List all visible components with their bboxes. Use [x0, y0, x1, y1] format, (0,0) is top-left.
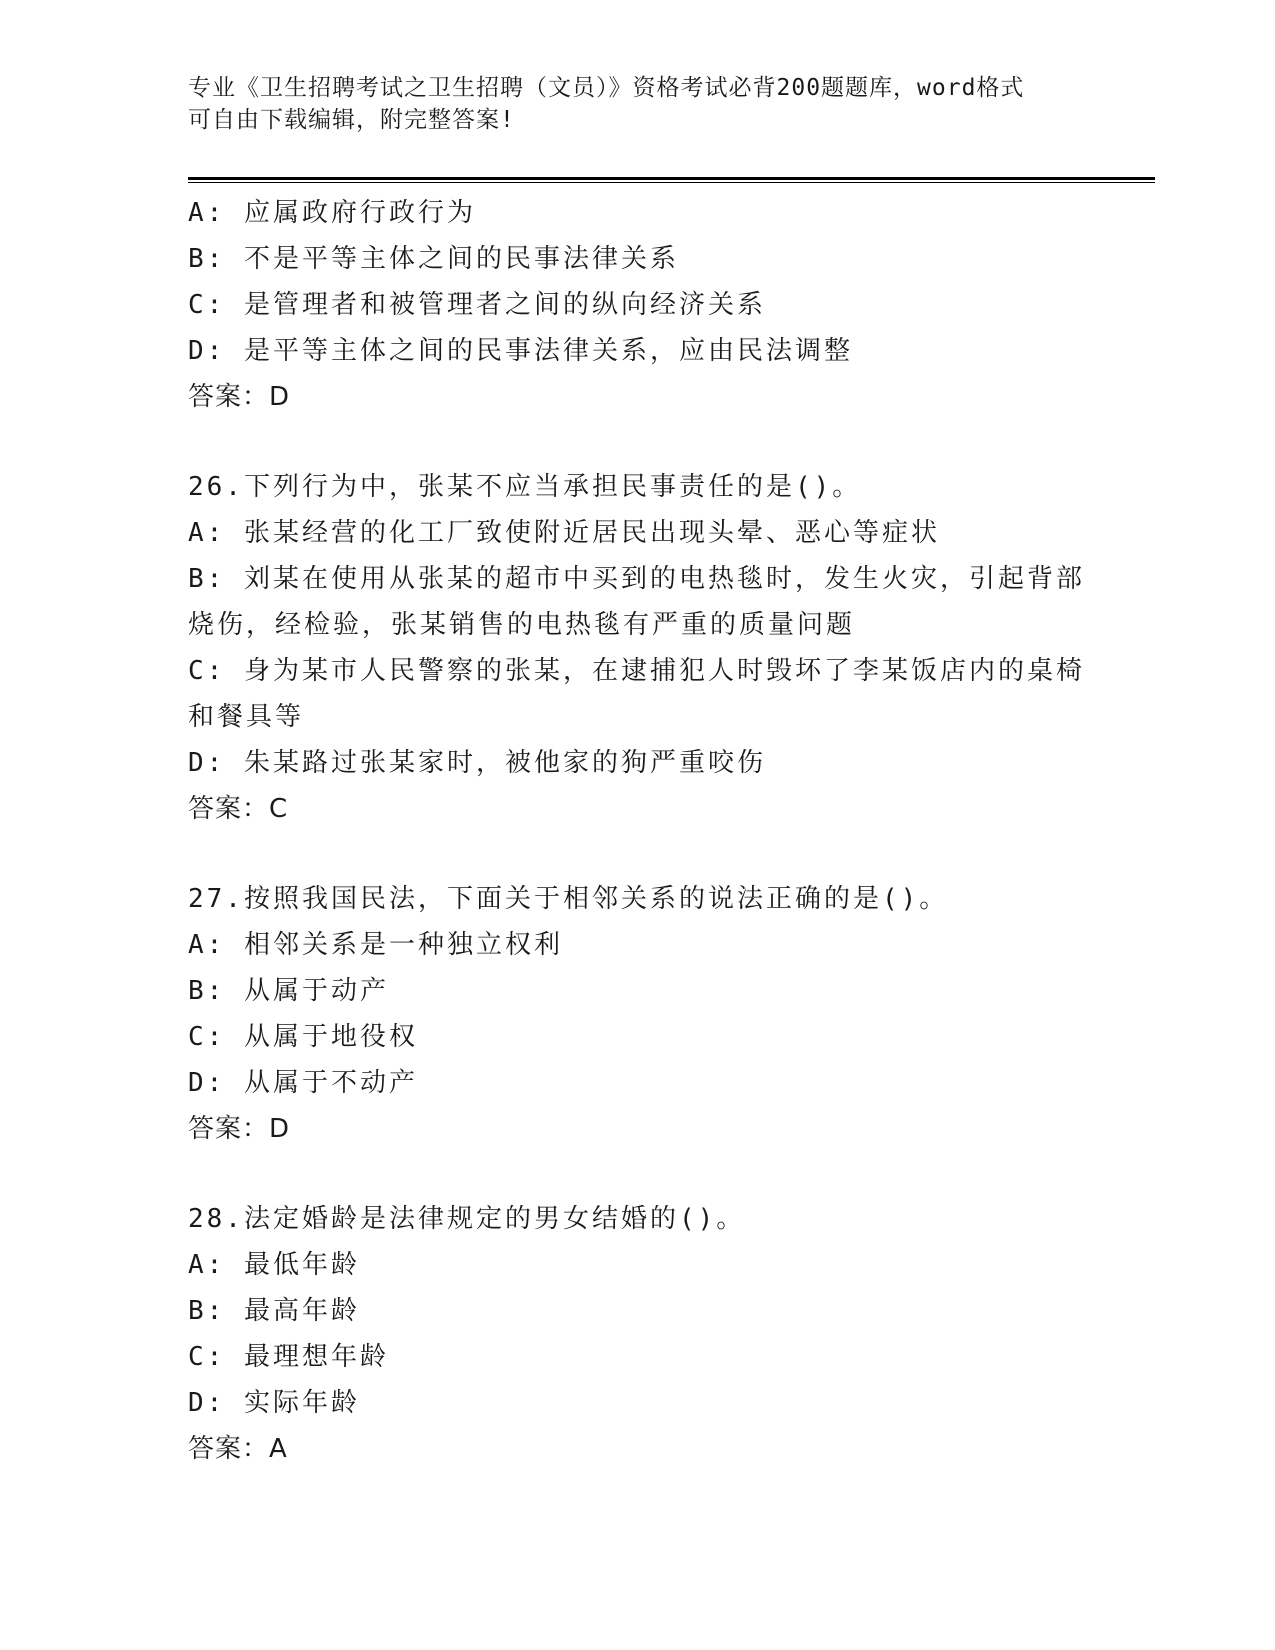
option-d: D: 朱某路过张某家时，被他家的狗严重咬伤 — [188, 748, 766, 778]
option-b: B: 刘某在使用从张某的超市中买到的电热毯时，发生火灾，引起背部 — [188, 564, 1085, 594]
document-header — [188, 72, 1088, 136]
answer-line: 答案：D — [188, 1114, 291, 1144]
option-d: D: 是平等主体之间的民事法律关系，应由民法调整 — [188, 336, 853, 366]
question-28 — [188, 1196, 1088, 1472]
header-line-1: 专业《卫生招聘考试之卫生招聘（文员）》资格考试必背200题题库，word格式 — [188, 75, 1025, 101]
option-a: A: 相邻关系是一种独立权利 — [188, 930, 563, 960]
question-27 — [188, 876, 1088, 1152]
header-line-2: 可自由下载编辑，附完整答案! — [188, 107, 515, 133]
question-25 — [188, 190, 1088, 420]
option-d: D: 从属于不动产 — [188, 1068, 418, 1098]
option-b: B: 从属于动产 — [188, 976, 389, 1006]
question-text: 28.法定婚龄是法律规定的男女结婚的()。 — [188, 1204, 746, 1234]
answer-line: 答案：C — [188, 794, 289, 824]
answer-line: 答案：D — [188, 382, 291, 412]
option-d: D: 实际年龄 — [188, 1388, 360, 1418]
question-list — [188, 190, 1088, 1516]
option-b-continued: 烧伤，经检验，张某销售的电热毯有严重的质量问题 — [188, 610, 856, 640]
header-divider-thick — [188, 177, 1155, 180]
option-c: C: 是管理者和被管理者之间的纵向经济关系 — [188, 290, 766, 320]
option-c: C: 最理想年龄 — [188, 1342, 389, 1372]
question-text: 27.按照我国民法，下面关于相邻关系的说法正确的是()。 — [188, 884, 949, 914]
question-text: 26.下列行为中，张某不应当承担民事责任的是()。 — [188, 472, 862, 502]
option-c: C: 身为某市人民警察的张某，在逮捕犯人时毁坏了李某饭店内的桌椅 — [188, 656, 1085, 686]
option-c-continued: 和餐具等 — [188, 702, 305, 732]
option-b: B: 不是平等主体之间的民事法律关系 — [188, 244, 679, 274]
option-a: A: 应属政府行政行为 — [188, 198, 476, 228]
option-c: C: 从属于地役权 — [188, 1022, 418, 1052]
option-a: A: 张某经营的化工厂致使附近居民出现头晕、恶心等症状 — [188, 518, 940, 548]
option-a: A: 最低年龄 — [188, 1250, 360, 1280]
option-b: B: 最高年龄 — [188, 1296, 360, 1326]
question-26 — [188, 464, 1088, 832]
answer-line: 答案：A — [188, 1434, 288, 1464]
header-divider-thin — [188, 182, 1155, 183]
